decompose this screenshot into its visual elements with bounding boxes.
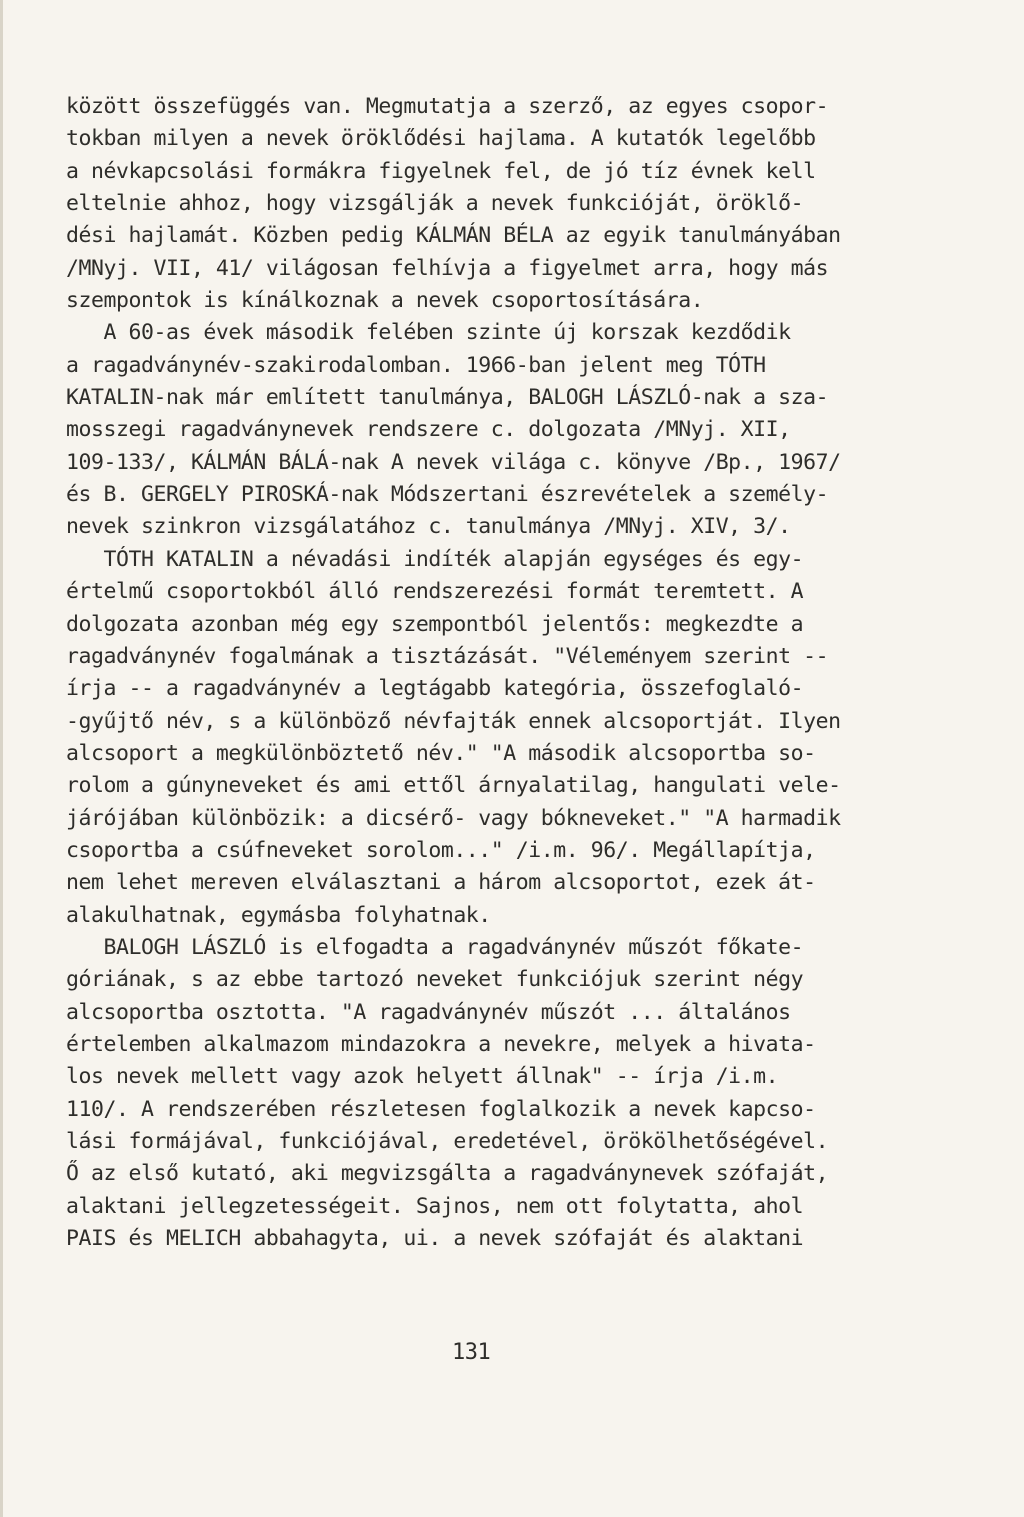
text-line: alcsoport a megkülönböztető név." "A második alcsoportba so- bbox=[66, 740, 816, 766]
text-line: /MNyj. VII, 41/ világosan felhívja a figyelmet arra, hogy más bbox=[66, 255, 829, 281]
text-line: nem lehet mereven elválasztani a három alcsoportot, ezek át- bbox=[66, 870, 816, 896]
text-line: és B. GERGELY PIROSKÁ-nak Módszertani észrevételek a személy- bbox=[66, 482, 829, 508]
text-line: ragadványnév fogalmának a tisztázását. "Véleményem szerint -- bbox=[66, 643, 829, 669]
text-line: értelemben alkalmazom mindazokra a nevekre, melyek a hivata- bbox=[66, 1031, 816, 1057]
page-number: 131 bbox=[452, 1340, 491, 1365]
text-line: 110/. A rendszerében részletesen foglalkozik a nevek kapcso- bbox=[66, 1096, 816, 1122]
text-line: tokban milyen a nevek öröklődési hajlama. A kutatók legelőbb bbox=[66, 126, 816, 152]
text-line: alcsoportba osztotta. "A ragadványnév műszót ... általános bbox=[66, 999, 791, 1025]
text-line: A 60-as évek második felében szinte új korszak kezdődik bbox=[66, 320, 791, 346]
text-line: eltelnie ahhoz, hogy vizsgálják a nevek funkcióját, öröklő- bbox=[66, 191, 804, 217]
text-line: alaktani jellegzetességeit. Sajnos, nem ott folytatta, ahol bbox=[66, 1193, 804, 1219]
text-line: rolom a gúnyneveket és ami ettől árnyalatilag, hangulati vele- bbox=[66, 773, 841, 799]
text-line: KATALIN-nak már említett tanulmánya, BALOGH LÁSZLÓ-nak a sza- bbox=[66, 385, 829, 411]
body-text bbox=[66, 91, 896, 1255]
text-line: BALOGH LÁSZLÓ is elfogadta a ragadványnév műszót főkate- bbox=[66, 934, 804, 960]
text-line: mosszegi ragadványnevek rendszere c. dolgozata /MNyj. XII, bbox=[66, 417, 791, 443]
text-line: PAIS és MELICH abbahagyta, ui. a nevek szófaját és alaktani bbox=[66, 1226, 804, 1252]
text-line: -gyűjtő név, s a különböző névfajták ennek alcsoportját. Ilyen bbox=[66, 708, 841, 734]
text-line: csoportba a csúfneveket sorolom..." /i.m. 96/. Megállapítja, bbox=[66, 837, 816, 863]
text-line: között összefüggés van. Megmutatja a szerző, az egyes csopor- bbox=[66, 94, 829, 119]
text-line: szempontok is kínálkoznak a nevek csoportosítására. bbox=[66, 288, 704, 314]
text-line: Ő az első kutató, aki megvizsgálta a ragadványnevek szófaját, bbox=[66, 1161, 829, 1187]
text-line: TÓTH KATALIN a névadási indíték alapján egységes és egy- bbox=[66, 546, 804, 572]
text-line: lási formájával, funkciójával, eredetével, örökölhetőségével. bbox=[66, 1129, 829, 1154]
text-line: góriának, s az ebbe tartozó neveket funkciójuk szerint négy bbox=[66, 967, 804, 993]
text-line: járójában különbözik: a dicsérő- vagy bókneveket." "A harmadik bbox=[66, 805, 841, 831]
text-line: a ragadványnév-szakirodalomban. 1966-ban jelent meg TÓTH bbox=[66, 352, 766, 378]
text-line: alakulhatnak, egymásba folyhatnak. bbox=[66, 902, 491, 928]
page-edge bbox=[0, 0, 3, 1517]
text-line: írja -- a ragadványnév a legtágabb kategória, összefoglaló- bbox=[66, 676, 804, 702]
text-line: értelmű csoportokból álló rendszerezési formát teremtett. A bbox=[66, 579, 804, 605]
text-line: a névkapcsolási formákra figyelnek fel, de jó tíz évnek kell bbox=[66, 158, 816, 184]
text-line: 109-133/, KÁLMÁN BÁLÁ-nak A nevek világa c. könyve /Bp., 1967/ bbox=[66, 449, 841, 475]
text-line: los nevek mellett vagy azok helyett állnak" -- írja /i.m. bbox=[66, 1064, 779, 1090]
text-line: dési hajlamát. Közben pedig KÁLMÁN BÉLA az egyik tanulmányában bbox=[66, 223, 841, 249]
text-line: dolgozata azonban még egy szempontból jelentős: megkezdte a bbox=[66, 611, 804, 637]
text-line: nevek szinkron vizsgálatához c. tanulmánya /MNyj. XIV, 3/. bbox=[66, 514, 791, 540]
